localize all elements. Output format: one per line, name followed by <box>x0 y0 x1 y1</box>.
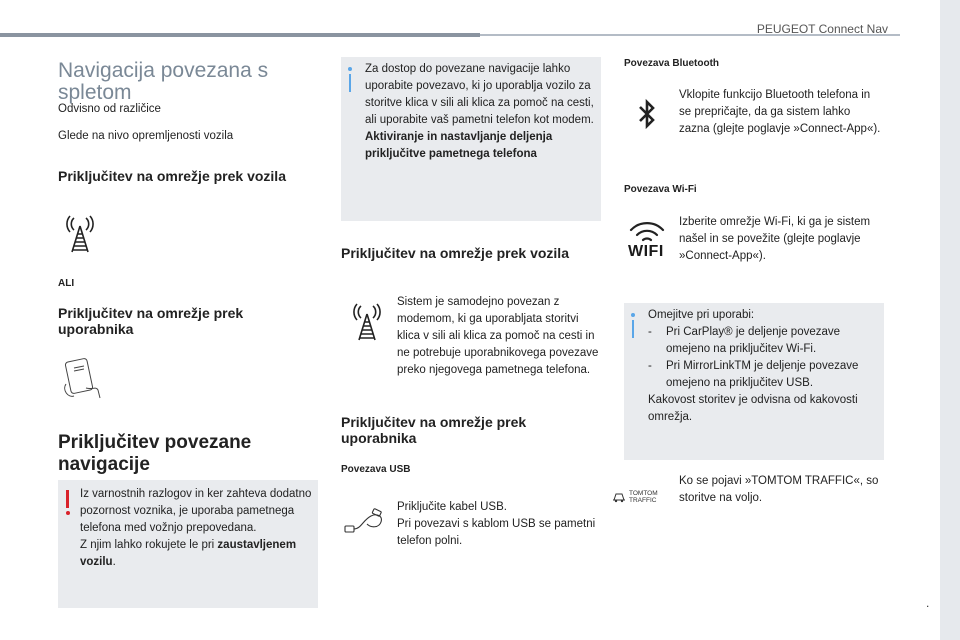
tomtom-icon-label <box>629 490 658 504</box>
bluetooth-label: Povezava Bluetooth <box>624 58 720 69</box>
antenna-icon <box>64 214 96 259</box>
middle-user-title: Priključitev na omrežje prek uporabnika <box>341 414 527 446</box>
usb-cable-icon <box>343 508 385 543</box>
warning-text-pre: Z njim lahko rokujete le pri <box>80 539 218 551</box>
limitations-text <box>648 307 880 426</box>
warning-text <box>80 486 314 571</box>
warning-text-bold: zaustavljenem vozilu <box>80 539 297 568</box>
limitations-quality: Kakovost storitev je odvisna od kakovosti omrežja. <box>648 394 858 423</box>
intro-version: Odvisno od različice <box>58 103 161 115</box>
section-connected-nav-title: Priključitev povezane navigacije <box>58 432 252 475</box>
smartphone-hand-icon <box>60 356 104 407</box>
tomtom-icon-line2: TRAFFIC <box>629 497 657 504</box>
tomtom-icon-line1: TOMTOM <box>629 490 658 497</box>
header-title: PEUGEOT Connect Nav <box>756 22 888 36</box>
page-number: 15 <box>916 611 929 623</box>
or-label: ALI <box>58 278 75 289</box>
section-vehicle-title: Priključitev na omrežje prek vozila <box>58 168 286 184</box>
antenna-icon-middle <box>351 302 383 347</box>
limitations-title: Omejitve pri uporabi: <box>648 309 755 321</box>
tomtom-text: Ko se pojavi »TOMTOM TRAFFIC«, so storitve na voljo. <box>679 475 879 504</box>
wifi-text: Izberite omrežje Wi-Fi, ki ga je sistem našel in se povežite (glejte poglavje »Connect-App«). <box>679 216 871 262</box>
wifi-icon-text: WIFI <box>628 243 664 260</box>
limitation-item-carplay-text: Pri CarPlay® je deljenje povezave omejeno na priključitev Wi-Fi. <box>666 326 841 355</box>
wifi-label: Povezava Wi-Fi <box>624 184 697 195</box>
warning-icon <box>66 490 69 508</box>
info-icon-dot <box>348 67 352 71</box>
info-box-access <box>341 57 601 221</box>
info-access-main: Za dostop do povezane navigacije lahko uporabite povezavo, ki jo uporablja vozilo za storitve klica v sili ali klica za pomoč na cesti, ali uporabite vaš pametni telefon kot modem. <box>365 63 594 126</box>
header-rule <box>0 33 480 37</box>
bluetooth-icon <box>637 98 657 135</box>
tomtom-traffic-icon <box>612 488 674 508</box>
info-access-bold: Aktiviranje in nastavljanje deljenja priključitve pametnega telefona <box>365 131 553 160</box>
continue-mark: . <box>926 596 930 610</box>
usb-text <box>397 499 602 550</box>
section-user-title: Priključitev na omrežje prek uporabnika <box>58 305 244 337</box>
bluetooth-text: Vklopite funkcijo Bluetooth telefona in se prepričajte, da ga sistem lahko zazna (glejte poglavje »Connect-App«). <box>679 89 881 135</box>
limitation-item-mirrorlink: - Pri MirrorLinkTM je deljenje povezave omejeno na priključitev USB. <box>648 360 859 389</box>
warning-box <box>58 480 318 608</box>
middle-vehicle-title: Priključitev na omrežje prek vozila <box>341 245 569 261</box>
usb-text-1: Priključite kabel USB. <box>397 501 507 513</box>
usb-text-2: Pri povezavi s kablom USB se pametni telefon polni. <box>397 518 596 547</box>
page-title: Navigacija povezana s spletom <box>58 59 269 104</box>
wifi-icon <box>626 222 668 262</box>
warning-text-main: Iz varnostnih razlogov in ker zahteva dodatno pozornost voznika, je uporaba pametnega telefona med vožnjo prepovedana. <box>80 488 312 534</box>
warning-icon-dot <box>66 511 70 515</box>
info-access-text <box>365 61 597 163</box>
vehicle-connection-text: Sistem je samodejno povezan z modemom, ki ga uporabljata storitvi klica v sili ali klica za pomoč na cesti in ne potrebuje uporabnikovega povezave preko njegovega pametnega telefona. <box>397 296 599 376</box>
info-box-limitations <box>624 303 884 460</box>
warning-text-post: . <box>112 556 116 568</box>
page-edge-strip <box>940 0 960 640</box>
info-icon-dot-2 <box>631 313 635 317</box>
info-icon-2 <box>632 320 634 338</box>
limitation-item-carplay: - Pri CarPlay® je deljenje povezave omejeno na priključitev Wi-Fi. <box>648 326 841 355</box>
limitation-item-mirrorlink-text: Pri MirrorLinkTM je deljenje povezave omejeno na priključitev USB. <box>666 360 859 389</box>
intro-equipment: Glede na nivo opremljenosti vozila <box>58 130 234 142</box>
info-icon <box>349 74 351 92</box>
usb-label: Povezava USB <box>341 464 411 475</box>
